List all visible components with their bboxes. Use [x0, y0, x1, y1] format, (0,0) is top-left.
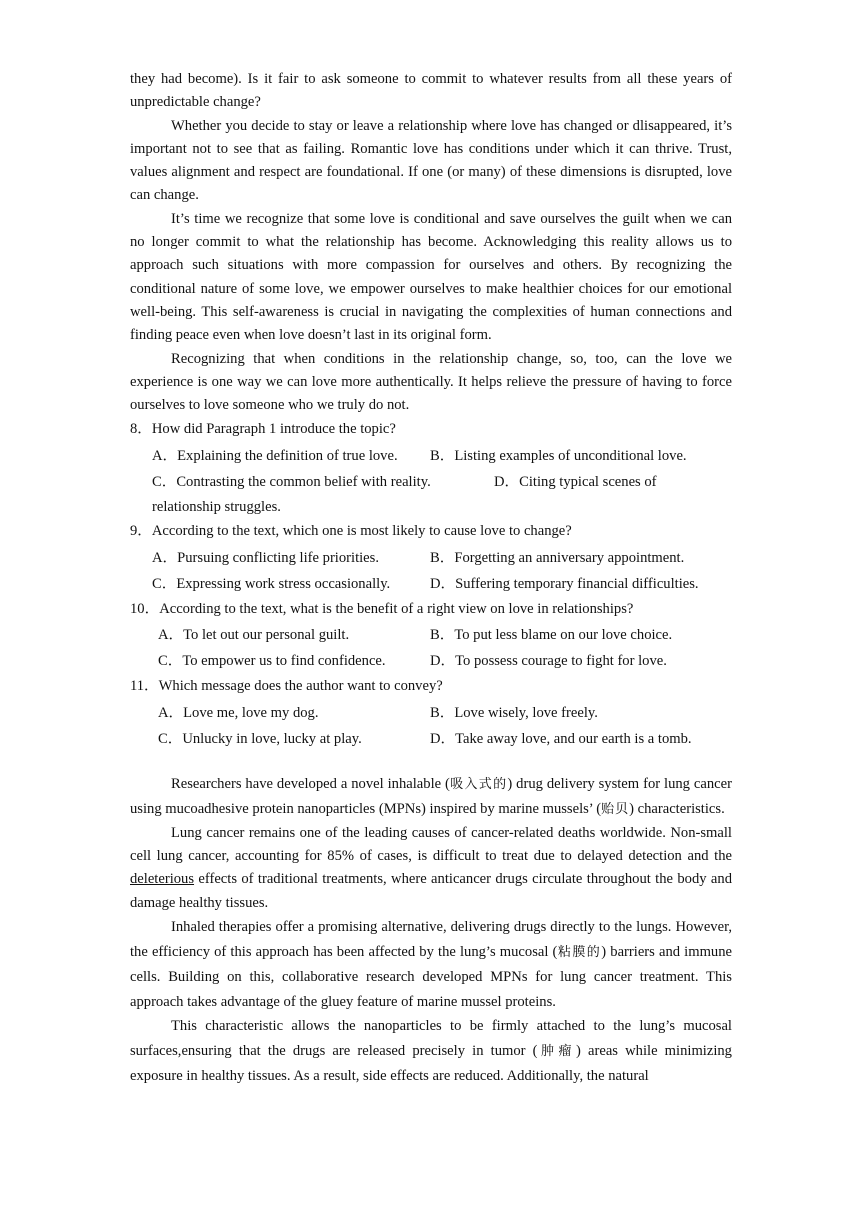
option-d[interactable]: D．To possess courage to fight for love. — [430, 653, 667, 670]
option-a[interactable]: A．Love me, love my dog. — [158, 704, 319, 721]
underlined-word: deleterious — [130, 871, 195, 888]
option-c[interactable]: C．Unlucky in love, lucky at play. — [158, 730, 362, 747]
option-row — [130, 648, 732, 674]
chinese-gloss: 粘膜的 — [557, 944, 602, 960]
option-row — [130, 495, 732, 519]
option-a[interactable]: A．Pursuing conflicting life priorities. — [152, 549, 379, 566]
passage2-paragraph-1: Researchers have developed a novel inhalable (吸入式的) drug delivery system for lung cancer using mucoadhesive protein nanoparticles (MPNs) inspired by marine mussels’ (贻贝) characteristics. — [130, 775, 732, 817]
question-stem: 10．According to the text, what is the benefit of a right view on love in relationships? — [130, 600, 634, 617]
document-page — [130, 68, 732, 1089]
question-stem: 9．According to the text, which one is most likely to cause love to change? — [130, 523, 572, 540]
chinese-gloss: 肿瘤 — [537, 1043, 576, 1059]
option-d[interactable]: D．Suffering temporary financial difficulties. — [430, 575, 699, 592]
option-row — [130, 622, 732, 648]
option-row — [130, 700, 732, 726]
question-11 — [130, 674, 732, 752]
option-b[interactable]: B．Forgetting an anniversary appointment. — [430, 549, 685, 566]
passage1-paragraph-4: Recognizing that when conditions in the relationship change, so, too, can the love we experience is one way we can love more authentically. It helps relieve the pressure of having to force ourselves to love someone who we truly do not. — [130, 350, 732, 414]
passage2-paragraph-2: Lung cancer remains one of the leading causes of cancer-related deaths worldwide. Non-small cell lung cancer, accounting for 85% of cases, is difficult to treat due to delayed detection and the deleterious effects of traditional treatments, where anticancer drugs circulate throughout the body and damage healthy tissues. — [130, 824, 732, 911]
chinese-gloss: 贻贝 — [601, 801, 630, 817]
option-a[interactable]: A．To let out our personal guilt. — [158, 627, 350, 644]
question-10 — [130, 597, 732, 675]
option-b[interactable]: B．To put less blame on our love choice. — [430, 627, 673, 644]
passage2-paragraph-4: This characteristic allows the nanoparticles to be firmly attached to the lung’s mucosal surfaces,ensuring that the drugs are released precisely in tumor (肿瘤) areas while minimizing exposure in healthy tissues. As a result, side effects are reduced. Additionally, the natural — [130, 1018, 732, 1085]
chinese-gloss: 吸入式的 — [449, 776, 508, 792]
question-stem: 8．How did Paragraph 1 introduce the topic? — [130, 421, 396, 438]
option-row — [130, 545, 732, 571]
option-row — [130, 469, 732, 495]
option-row — [130, 443, 732, 469]
option-b[interactable]: B．Love wisely, love freely. — [430, 704, 598, 721]
option-d-continued: relationship struggles. — [152, 499, 281, 516]
option-row — [130, 726, 732, 752]
question-9 — [130, 519, 732, 597]
section-gap — [130, 752, 732, 772]
option-row — [130, 571, 732, 597]
question-8 — [130, 417, 732, 519]
passage1-paragraph-3: It’s time we recognize that some love is conditional and save ourselves the guilt when we can no longer commit to what the relationship has become. Acknowledging this reality allows us to approach such situations with more compassion for ourselves and others. By recognizing the conditional nature of some love, we empower ourselves to make healthier choices for our emotional well-being. This self-awareness is crucial in navigating the complexities of human connections and finding peace even when love doesn’t last in its original form. — [130, 210, 732, 344]
option-c[interactable]: C．Contrasting the common belief with reality. — [152, 474, 431, 491]
question-stem: 11．Which message does the author want to convey? — [130, 678, 443, 695]
option-d[interactable]: D．Take away love, and our earth is a tomb. — [430, 730, 692, 747]
option-c[interactable]: C．Expressing work stress occasionally. — [152, 575, 391, 592]
option-d[interactable]: D．Citing typical scenes of — [494, 474, 657, 491]
option-c[interactable]: C．To empower us to find confidence. — [158, 653, 386, 670]
passage1-paragraph-2: Whether you decide to stay or leave a relationship where love has changed or dlisappeared, it’s important not to see that as failing. Romantic love has conditions under which it can thrive. Trust, values alignment and respect are foundational. If one (or many) of these dimensions is disrupted, love can change. — [130, 117, 732, 204]
option-b[interactable]: B．Listing examples of unconditional love. — [430, 448, 687, 465]
option-a[interactable]: A．Explaining the definition of true love. — [152, 448, 398, 465]
passage2-paragraph-3: Inhaled therapies offer a promising alternative, delivering drugs directly to the lungs. However, the efficiency of this approach has been affected by the lung’s mucosal (粘膜的) barriers and immune cells. Building on this, collaborative research developed MPNs for lung cancer treatment. This approach takes advantage of the gluey feature of marine mussel proteins. — [130, 919, 732, 1010]
passage1-paragraph-continued: they had become). Is it fair to ask someone to commit to whatever results from all these years of unpredictable change? — [130, 71, 732, 111]
